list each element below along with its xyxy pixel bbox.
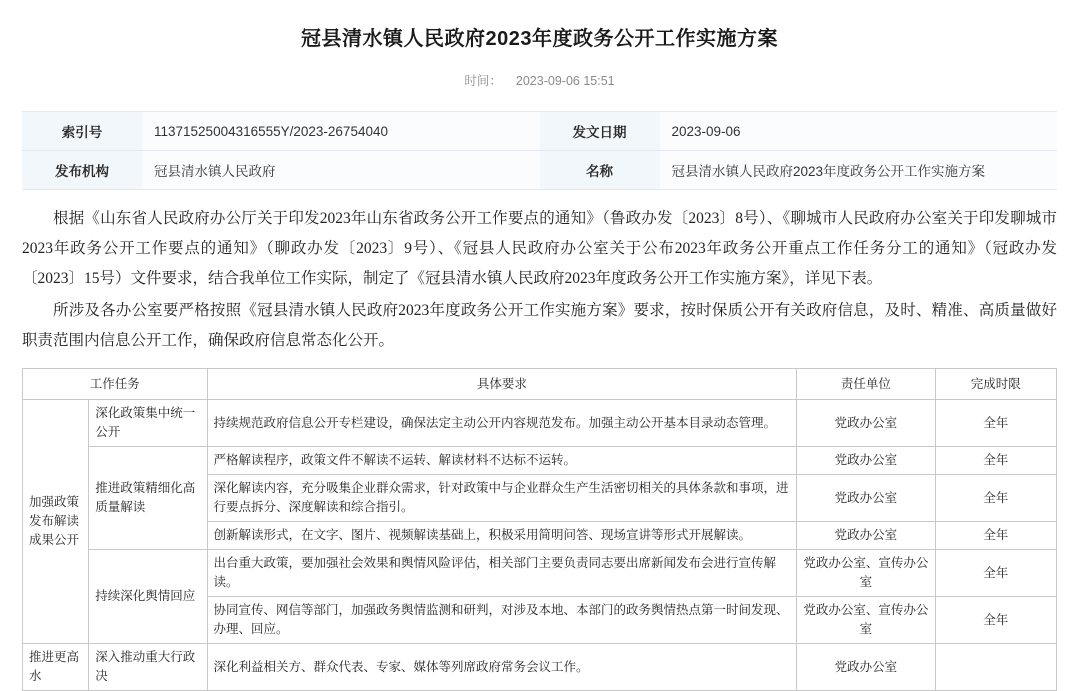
task-deadline-cell: 全年: [935, 475, 1056, 522]
table-row: [23, 644, 1057, 691]
meta-key-date: 发文日期: [540, 112, 660, 151]
task-deadline-cell: 全年: [935, 400, 1056, 447]
meta-value-index: 11371525004316555Y/2023-26754040: [142, 112, 540, 151]
meta-value-name: 冠县清水镇人民政府2023年度政务公开工作实施方案: [660, 151, 1058, 190]
meta-key-name: 名称: [540, 151, 660, 190]
document-body: [22, 204, 1057, 356]
page-title: 冠县清水镇人民政府2023年度政务公开工作实施方案: [301, 28, 778, 50]
task-unit-cell: 党政办公室、宣传办公室: [797, 550, 935, 597]
task-table: [22, 368, 1057, 691]
publish-time-label: 时间：: [464, 74, 502, 88]
task-group-cell: 推进更高水: [23, 644, 89, 691]
task-unit-cell: 党政办公室、宣传办公室: [797, 597, 935, 644]
task-deadline-cell: 全年: [935, 550, 1056, 597]
task-unit-cell: 党政办公室: [797, 400, 935, 447]
table-row: [22, 112, 1057, 151]
task-unit-cell: 党政办公室: [797, 447, 935, 475]
body-paragraph-1: 根据《山东省人民政府办公厅关于印发2023年山东省政务公开工作要点的通知》（鲁政办发〔2023〕8号）、《聊城市人民政府办公室关于印发聊城市2023年政务公开工作要点的通知》（聊政办发〔2023〕9号）、《冠县人民政府办公室关于公布2023年政务公开重点工作任务分工的通知》（冠政办发〔2023〕15号）文件要求，结合我单位工作实际，制定了《冠县清水镇人民政府2023年度政务公开工作实施方案》，详见下表。: [22, 210, 1057, 287]
meta-value-publisher: 冠县清水镇人民政府: [142, 151, 540, 190]
task-deadline-cell: 全年: [935, 597, 1056, 644]
table-row: [23, 400, 1057, 447]
task-name-cell: 深化政策集中统一公开: [89, 400, 207, 447]
meta-key-index: 索引号: [22, 112, 142, 151]
table-row: [23, 550, 1057, 597]
task-group-cell: 加强政策发布解读成果公开: [23, 400, 89, 644]
task-requirement-cell: 深化解读内容，充分吸集企业群众需求，针对政策中与企业群众生产生活密切相关的具体条款和事项，进行要点拆分、深度解读和综合指引。: [207, 475, 797, 522]
publish-time: [0, 71, 1079, 89]
task-requirement-cell: 协同宣传、网信等部门，加强政务舆情监测和研判，对涉及本地、本部门的政务舆情热点第一时间发现、办理、回应。: [207, 597, 797, 644]
task-requirement-cell: 持续规范政府信息公开专栏建设，确保法定主动公开内容规范发布。加强主动公开基本目录动态管理。: [207, 400, 797, 447]
task-requirement-cell: 创新解读形式，在文字、图片、视频解读基础上，积极采用简明问答、现场宣讲等形式开展解读。: [207, 522, 797, 550]
metadata-table: [22, 112, 1057, 190]
meta-key-publisher: 发布机构: [22, 151, 142, 190]
table-row: [23, 447, 1057, 475]
body-paragraph-2: 所涉及各办公室要严格按照《冠县清水镇人民政府2023年度政务公开工作实施方案》要求，按时保质公开有关政府信息，及时、精准、高质量做好职责范围内信息公开工作，确保政府信息常态化公开。: [22, 302, 1057, 349]
task-requirement-cell: 严格解读程序，政策文件不解读不运转、解读材料不达标不运转。: [207, 447, 797, 475]
th-task: 工作任务: [23, 369, 208, 400]
task-deadline-cell: 全年: [935, 447, 1056, 475]
th-requirement: 具体要求: [207, 369, 797, 400]
task-requirement-cell: 深化利益相关方、群众代表、专家、媒体等列席政府常务会议工作。: [207, 644, 797, 691]
task-table-section: [22, 368, 1057, 691]
task-requirement-cell: 出台重大政策，要加强社会效果和舆情风险评估，相关部门主要负责同志要出席新闻发布会进行宣传解读。: [207, 550, 797, 597]
task-unit-cell: 党政办公室: [797, 475, 935, 522]
publish-time-value: 2023-09-06 15:51: [515, 74, 615, 88]
metadata-section: [22, 111, 1057, 190]
task-deadline-cell: [935, 644, 1056, 691]
task-name-cell: 深入推动重大行政决: [89, 644, 207, 691]
task-name-cell: 推进政策精细化高质量解读: [89, 447, 207, 550]
task-deadline-cell: 全年: [935, 522, 1056, 550]
table-header-row: [23, 369, 1057, 400]
table-row: [22, 151, 1057, 190]
th-unit: 责任单位: [797, 369, 935, 400]
th-deadline: 完成时限: [935, 369, 1056, 400]
task-name-cell: 持续深化舆情回应: [89, 550, 207, 644]
meta-value-date: 2023-09-06: [660, 112, 1058, 151]
task-unit-cell: 党政办公室: [797, 644, 935, 691]
task-unit-cell: 党政办公室: [797, 522, 935, 550]
